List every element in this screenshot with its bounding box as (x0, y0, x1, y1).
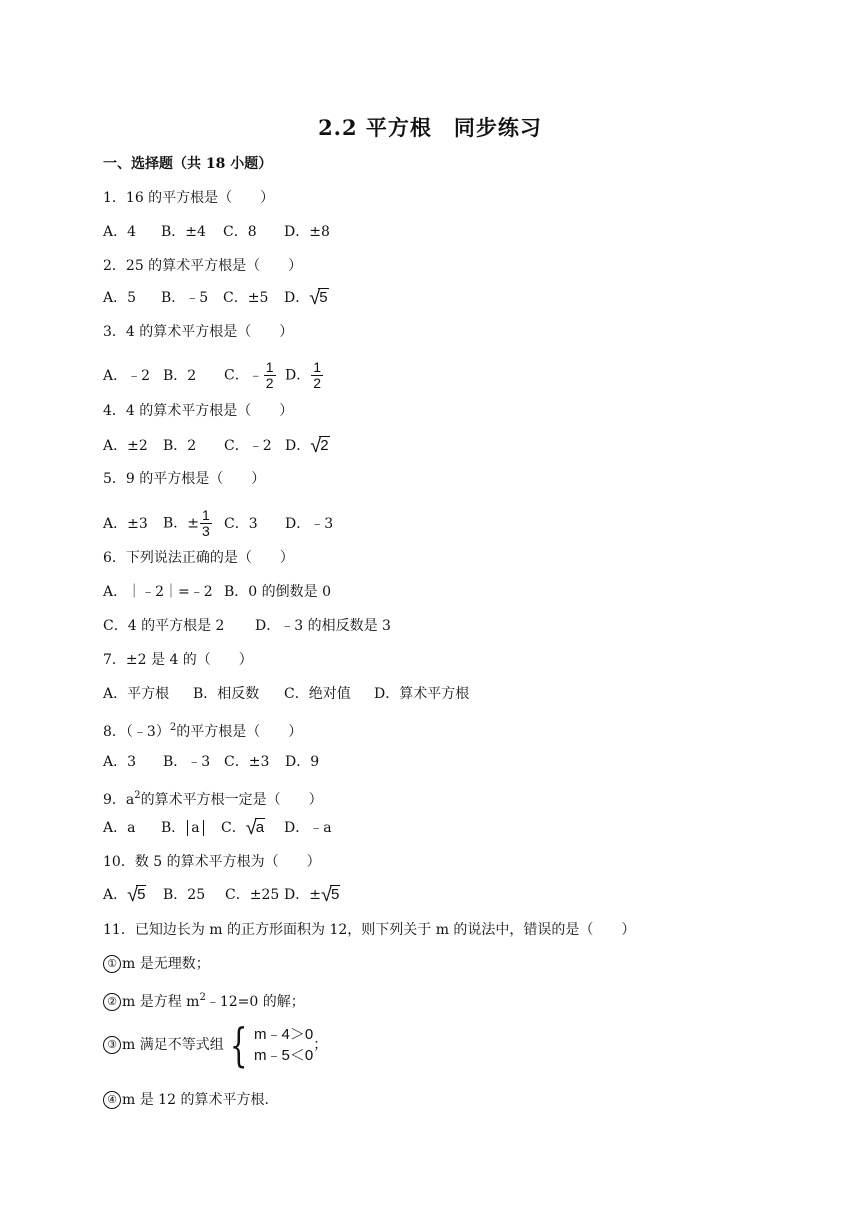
q1-option-c: C．8 (223, 224, 257, 240)
question-3-options (103, 360, 324, 391)
question-6-options-row2 (103, 616, 391, 636)
sqrt-5-radical: √5 (320, 884, 340, 906)
question-1-options (103, 222, 330, 242)
q6-option-d: D．﹣3 的相反数是 3 (255, 618, 391, 634)
question-1-stem: 1．16 的平方根是（ ） (103, 190, 275, 206)
fraction-one-half: $\frac{1}{2}$ (265, 359, 274, 391)
q6-option-c: C．4 的平方根是 2 (103, 618, 225, 634)
q11-statement-3: ③ m 满足不等式组 { m﹣4＞0 m﹣5＜0 ； (103, 1022, 327, 1068)
q8-option-d: D．9 (285, 754, 320, 770)
section-heading: 一、选择题（共 18 小题） (103, 156, 273, 172)
q7-option-c: C．绝对值 (284, 686, 351, 702)
q5-option-d: D．﹣3 (285, 515, 334, 532)
q6-option-b: B．0 的倒数是 0 (224, 584, 332, 600)
question-3-stem: 3．4 的算术平方根是（ ） (103, 324, 294, 340)
question-5-stem: 5．9 的平方根是（ ） (103, 471, 266, 487)
q10-option-b: B．25 (163, 887, 206, 903)
q1-option-a: A．4 (103, 224, 137, 240)
question-11-stem: 11．已知边长为 m 的正方形面积为 12，则下列关于 m 的说法中，错误的是（ ） (103, 922, 636, 938)
q3-option-c: C．﹣ $\frac{1}{2}$ (224, 359, 274, 391)
q11-statement-4: ④ m 是 12 的算术平方根. (103, 1090, 269, 1110)
q2-option-b: B．﹣5 (161, 290, 209, 306)
q1-option-d: D．±8 (284, 224, 330, 240)
page-title: 2.2 平方根 同步练习 (318, 115, 542, 140)
question-9-options (103, 818, 332, 838)
question-8-options (103, 752, 319, 772)
q1-option-b: B．±4 (161, 224, 206, 240)
q11-statement-1: ① m 是无理数； (103, 954, 210, 974)
q2-option-a: A．5 (103, 290, 137, 306)
sqrt-2-radical: √2 (310, 435, 329, 457)
q8-option-c: C．±3 (224, 754, 270, 770)
q9-option-d: D．﹣a (284, 820, 332, 836)
question-6-stem: 6．下列说法正确的是（ ） (103, 550, 294, 566)
question-10-stem: 10．数 5 的算术平方根为（ ） (103, 854, 321, 870)
q10-option-c: C．±25 (225, 887, 280, 903)
q2-option-d: D．√5 (284, 287, 328, 309)
q10-option-a: A．√5 (103, 884, 146, 906)
q5-option-a: A．±3 (103, 515, 148, 532)
q2-option-c: C．±5 (223, 290, 269, 306)
question-9-stem: 9．$a^2$的算术平方根一定是（ ） (103, 790, 323, 808)
q3-option-a: A．﹣2 (103, 367, 151, 384)
q9-option-c: C．√a (221, 817, 265, 839)
question-6-options-row1 (103, 582, 331, 602)
q4-option-a: A．±2 (103, 438, 148, 454)
circled-four-icon: ④ (103, 1091, 121, 1109)
circled-three-icon: ③ (103, 1036, 121, 1054)
q8-option-a: A．3 (103, 754, 137, 770)
inequality-2: m﹣5＜0 (254, 1047, 314, 1064)
question-10-options (103, 885, 340, 905)
question-7-stem: 7．±2 是 4 的（ ） (103, 652, 253, 668)
inequality-1: m﹣4＞0 (254, 1026, 314, 1043)
q4-option-b: B．2 (163, 438, 197, 454)
fraction-one-third: $\frac{1}{3}$ (202, 507, 210, 539)
q3-option-d: D． $\frac{1}{2}$ (285, 359, 322, 391)
question-7-options (103, 684, 469, 704)
question-2-stem: 2．25 的算术平方根是（ ） (103, 258, 303, 274)
q7-option-d: D．算术平方根 (374, 686, 470, 702)
q9-option-a: A．a (103, 820, 136, 836)
left-brace-icon: { (229, 1018, 248, 1072)
question-8-stem: 8．（﹣3）$^2$的平方根是（ ） (103, 722, 303, 740)
q3-option-b: B．2 (163, 367, 197, 384)
question-4-options (103, 436, 330, 456)
q7-option-a: A．平方根 (103, 686, 170, 702)
q6-option-a: A．｜﹣2｜=﹣2 (103, 584, 213, 600)
q10-option-d: D．±√5 (284, 884, 340, 906)
q7-option-b: B．相反数 (193, 686, 260, 702)
question-4-stem: 4．4 的算术平方根是（ ） (103, 403, 294, 419)
fraction-one-half: $\frac{1}{2}$ (313, 359, 322, 391)
absolute-value: a (187, 820, 203, 836)
q11-statement-2: ② m 是方程 $m^2﹣12=0$ 的解； (103, 988, 305, 1012)
q5-option-c: C．3 (224, 515, 258, 532)
circled-one-icon: ① (103, 955, 121, 973)
q4-option-d: D．√2 (285, 435, 329, 457)
circled-two-icon: ② (103, 993, 121, 1011)
sqrt-5-radical: √5 (127, 884, 146, 906)
q4-option-c: C．﹣2 (224, 438, 272, 454)
q5-option-b: B．± $\frac{1}{3}$ (163, 507, 210, 539)
q8-option-b: B．﹣3 (163, 754, 211, 770)
inequality-system (224, 1018, 314, 1072)
question-2-options (103, 288, 329, 308)
sqrt-a-radical: √a (245, 817, 265, 839)
sqrt-5-radical: √5 (309, 287, 328, 309)
q9-option-b: B． a (161, 818, 221, 838)
question-5-options (103, 508, 333, 539)
